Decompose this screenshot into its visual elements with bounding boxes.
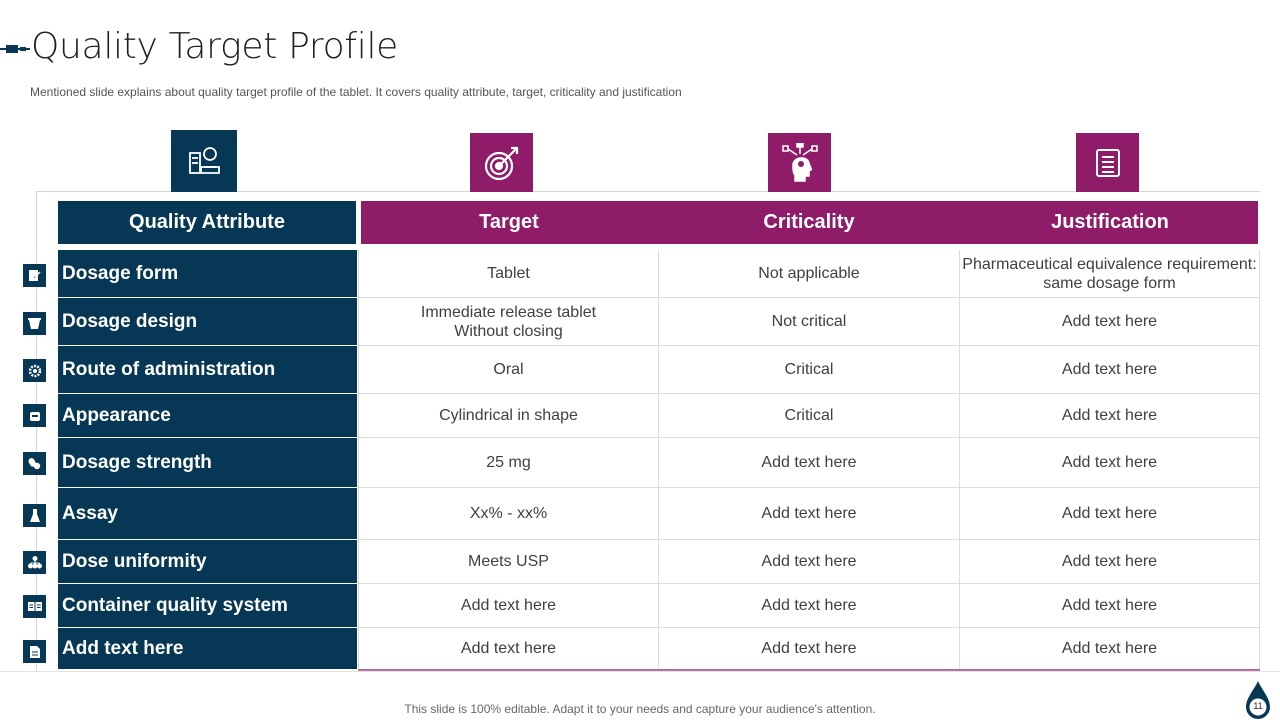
attribute-label: Appearance (58, 394, 357, 437)
header-quality-attribute: Quality Attribute (58, 201, 356, 244)
justification-cell: Add text here (960, 584, 1260, 628)
title-marker-icon (0, 40, 30, 58)
justification-cell: Add text here (960, 394, 1260, 438)
criticality-cell: Critical (659, 346, 960, 394)
table-row (0, 540, 1280, 584)
attribute-label: Assay (58, 488, 357, 539)
flask-icon (23, 504, 46, 527)
table-row (0, 628, 1280, 670)
criticality-cell: Add text here (659, 540, 960, 584)
justification-cell: Add text here (960, 488, 1260, 540)
attribute-label: Dosage design (58, 298, 357, 345)
document-edit-icon (23, 264, 46, 287)
target-arrows-icon (470, 133, 533, 192)
table-row (0, 346, 1280, 394)
justification-cell: Pharmaceutical equivalence requirement: same dosage form (960, 250, 1260, 298)
attribute-label: Dosage strength (58, 438, 357, 487)
table-row (0, 438, 1280, 488)
document-list-icon (1076, 133, 1139, 192)
criticality-cell: Not applicable (659, 250, 960, 298)
criticality-cell: Add text here (659, 438, 960, 488)
page-title: Quality Target Profile (31, 26, 398, 67)
criticality-cell: Add text here (659, 628, 960, 670)
table-row (0, 394, 1280, 438)
report-icon (23, 640, 46, 663)
justification-cell: Add text here (960, 628, 1260, 670)
target-cell: 25 mg (358, 438, 659, 488)
table-row (0, 250, 1280, 298)
justification-cell: Add text here (960, 438, 1260, 488)
researcher-icon (171, 130, 237, 192)
droplet-page-icon (1244, 680, 1272, 720)
attribute-label: Add text here (58, 628, 357, 669)
pills-icon (23, 452, 46, 475)
criticality-cell: Add text here (659, 488, 960, 540)
attribute-label: Container quality system (58, 584, 357, 627)
page-subtitle: Mentioned slide explains about quality target profile of the tablet. It covers quality attribute, target, criticality and justification (30, 85, 682, 99)
header-target: Target (479, 211, 539, 233)
container-icon (23, 312, 46, 335)
footer-divider (0, 671, 1280, 672)
footer-note: This slide is 100% editable. Adapt it to your needs and capture your audience's attention. (404, 702, 876, 716)
target-cell: Cylindrical in shape (358, 394, 659, 438)
header-justification: Justification (1051, 211, 1169, 233)
target-cell: Add text here (358, 628, 659, 670)
target-cell: Xx% - xx% (358, 488, 659, 540)
page-number: 11 (1253, 701, 1263, 711)
target-cell: Oral (358, 346, 659, 394)
table-row (0, 298, 1280, 346)
attribute-label: Route of administration (58, 346, 357, 393)
attribute-label: Dosage form (58, 250, 357, 297)
target-cell: Add text here (358, 584, 659, 628)
justification-cell: Add text here (960, 540, 1260, 584)
bottle-icon (23, 404, 46, 427)
target-cell: Tablet (358, 250, 659, 298)
target-cell: Immediate release tablet Without closing (358, 298, 659, 346)
criticality-cell: Not critical (659, 298, 960, 346)
header-criticality: Criticality (763, 211, 855, 233)
book-icon (23, 595, 46, 618)
hierarchy-icon (23, 551, 46, 574)
criticality-cell: Add text here (659, 584, 960, 628)
gear-icon (23, 359, 46, 382)
justification-cell: Add text here (960, 298, 1260, 346)
table-row (0, 584, 1280, 628)
justification-cell: Add text here (960, 346, 1260, 394)
target-cell: Meets USP (358, 540, 659, 584)
criticality-cell: Critical (659, 394, 960, 438)
head-gear-icon (768, 133, 831, 192)
attribute-label: Dose uniformity (58, 540, 357, 583)
table-row (0, 488, 1280, 540)
